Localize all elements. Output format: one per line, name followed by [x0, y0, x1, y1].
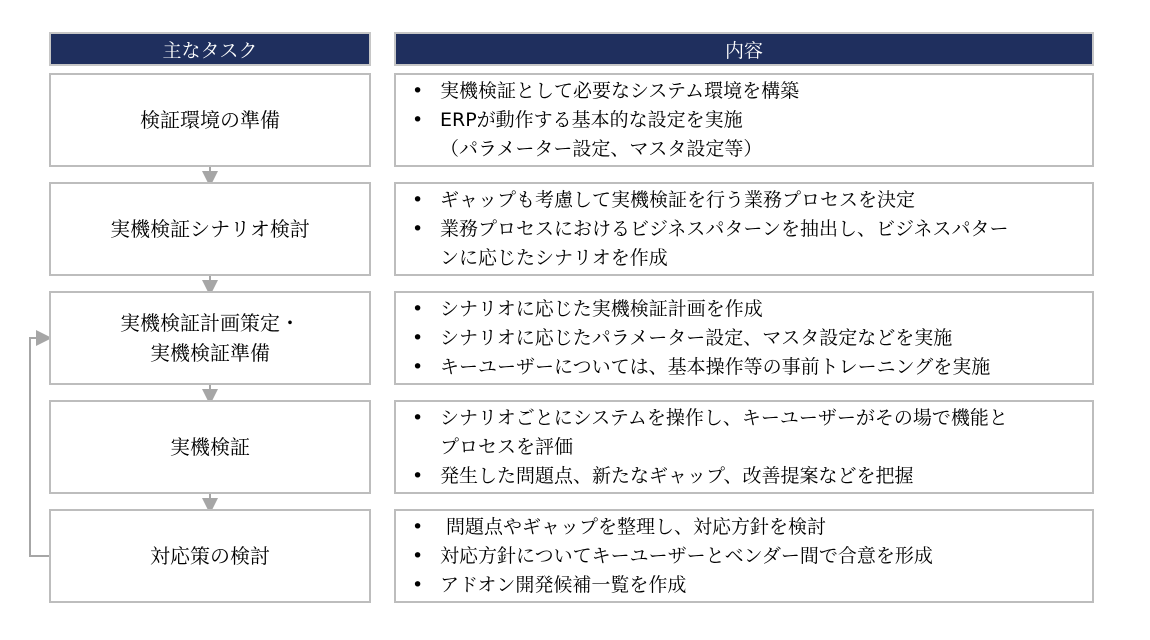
- bullet-item: • ギャップも考慮して実機検証を行う業務プロセスを決定: [402, 186, 1082, 215]
- bullet-icon: •: [412, 188, 424, 211]
- feedback-loop-arrow: [30, 338, 49, 556]
- bullet-icon: •: [412, 464, 424, 487]
- bullet-item: • 実機検証として必要なシステム環境を構築: [402, 77, 1082, 106]
- task-prepare-environment: [49, 73, 371, 167]
- content-column-header: 内容: [394, 32, 1094, 66]
- bullet-icon: •: [412, 355, 424, 378]
- bullet-item: • アドオン開発候補一覧を作成: [402, 571, 1082, 600]
- bullet-icon: •: [412, 297, 424, 320]
- bullet-item: • キーユーザーについては、基本操作等の事前トレーニングを実施: [402, 353, 1082, 382]
- task-countermeasures: [49, 509, 371, 603]
- bullet-item: • ERPが動作する基本的な設定を実施: [402, 106, 1082, 135]
- bullet-item: • 対応方針についてキーユーザーとベンダー間で合意を形成: [402, 542, 1082, 571]
- task-label: 実機検証: [170, 435, 250, 459]
- bullet-icon: •: [412, 108, 424, 131]
- bullet-icon: •: [412, 406, 424, 429]
- bullet-item: • シナリオに応じた実機検証計画を作成: [402, 295, 1082, 324]
- content-countermeasures: [394, 509, 1094, 603]
- bullet-item: • シナリオごとにシステムを操作し、キーユーザーがその場で機能と: [402, 404, 1082, 433]
- task-plan-and-prepare: [49, 291, 371, 385]
- bullet-item: • 発生した問題点、新たなギャップ、改善提案などを把握: [402, 462, 1082, 491]
- bullet-icon: •: [412, 573, 424, 596]
- content-scenario-study: [394, 182, 1094, 276]
- task-label: 実機検証準備: [150, 341, 270, 365]
- content-verification: [394, 400, 1094, 494]
- bullet-icon: •: [412, 326, 424, 349]
- bullet-continuation: プロセスを評価: [440, 435, 574, 458]
- bullet-continuation: （パラメーター設定、マスタ設定等）: [440, 137, 763, 160]
- task-label: 検証環境の準備: [140, 108, 280, 132]
- task-label: 対応策の検討: [150, 544, 270, 568]
- bullet-continuation: ンに応じたシナリオを作成: [440, 246, 668, 269]
- content-plan-and-prepare: [394, 291, 1094, 385]
- task-scenario-study: [49, 182, 371, 276]
- task-verification: [49, 400, 371, 494]
- bullet-icon: •: [412, 79, 424, 102]
- bullet-item: • 業務プロセスにおけるビジネスパターンを抽出し、ビジネスパター: [402, 215, 1082, 244]
- bullet-item: • 問題点やギャップを整理し、対応方針を検討: [402, 513, 1082, 542]
- task-label: 実機検証計画策定・: [120, 311, 300, 335]
- bullet-icon: •: [412, 544, 424, 567]
- content-prepare-environment: [394, 73, 1094, 167]
- bullet-icon: •: [412, 217, 424, 240]
- bullet-icon: •: [412, 515, 424, 538]
- bullet-item: • シナリオに応じたパラメーター設定、マスタ設定などを実施: [402, 324, 1082, 353]
- task-label: 実機検証シナリオ検討: [110, 217, 310, 241]
- task-column-header: 主なタスク: [49, 32, 371, 66]
